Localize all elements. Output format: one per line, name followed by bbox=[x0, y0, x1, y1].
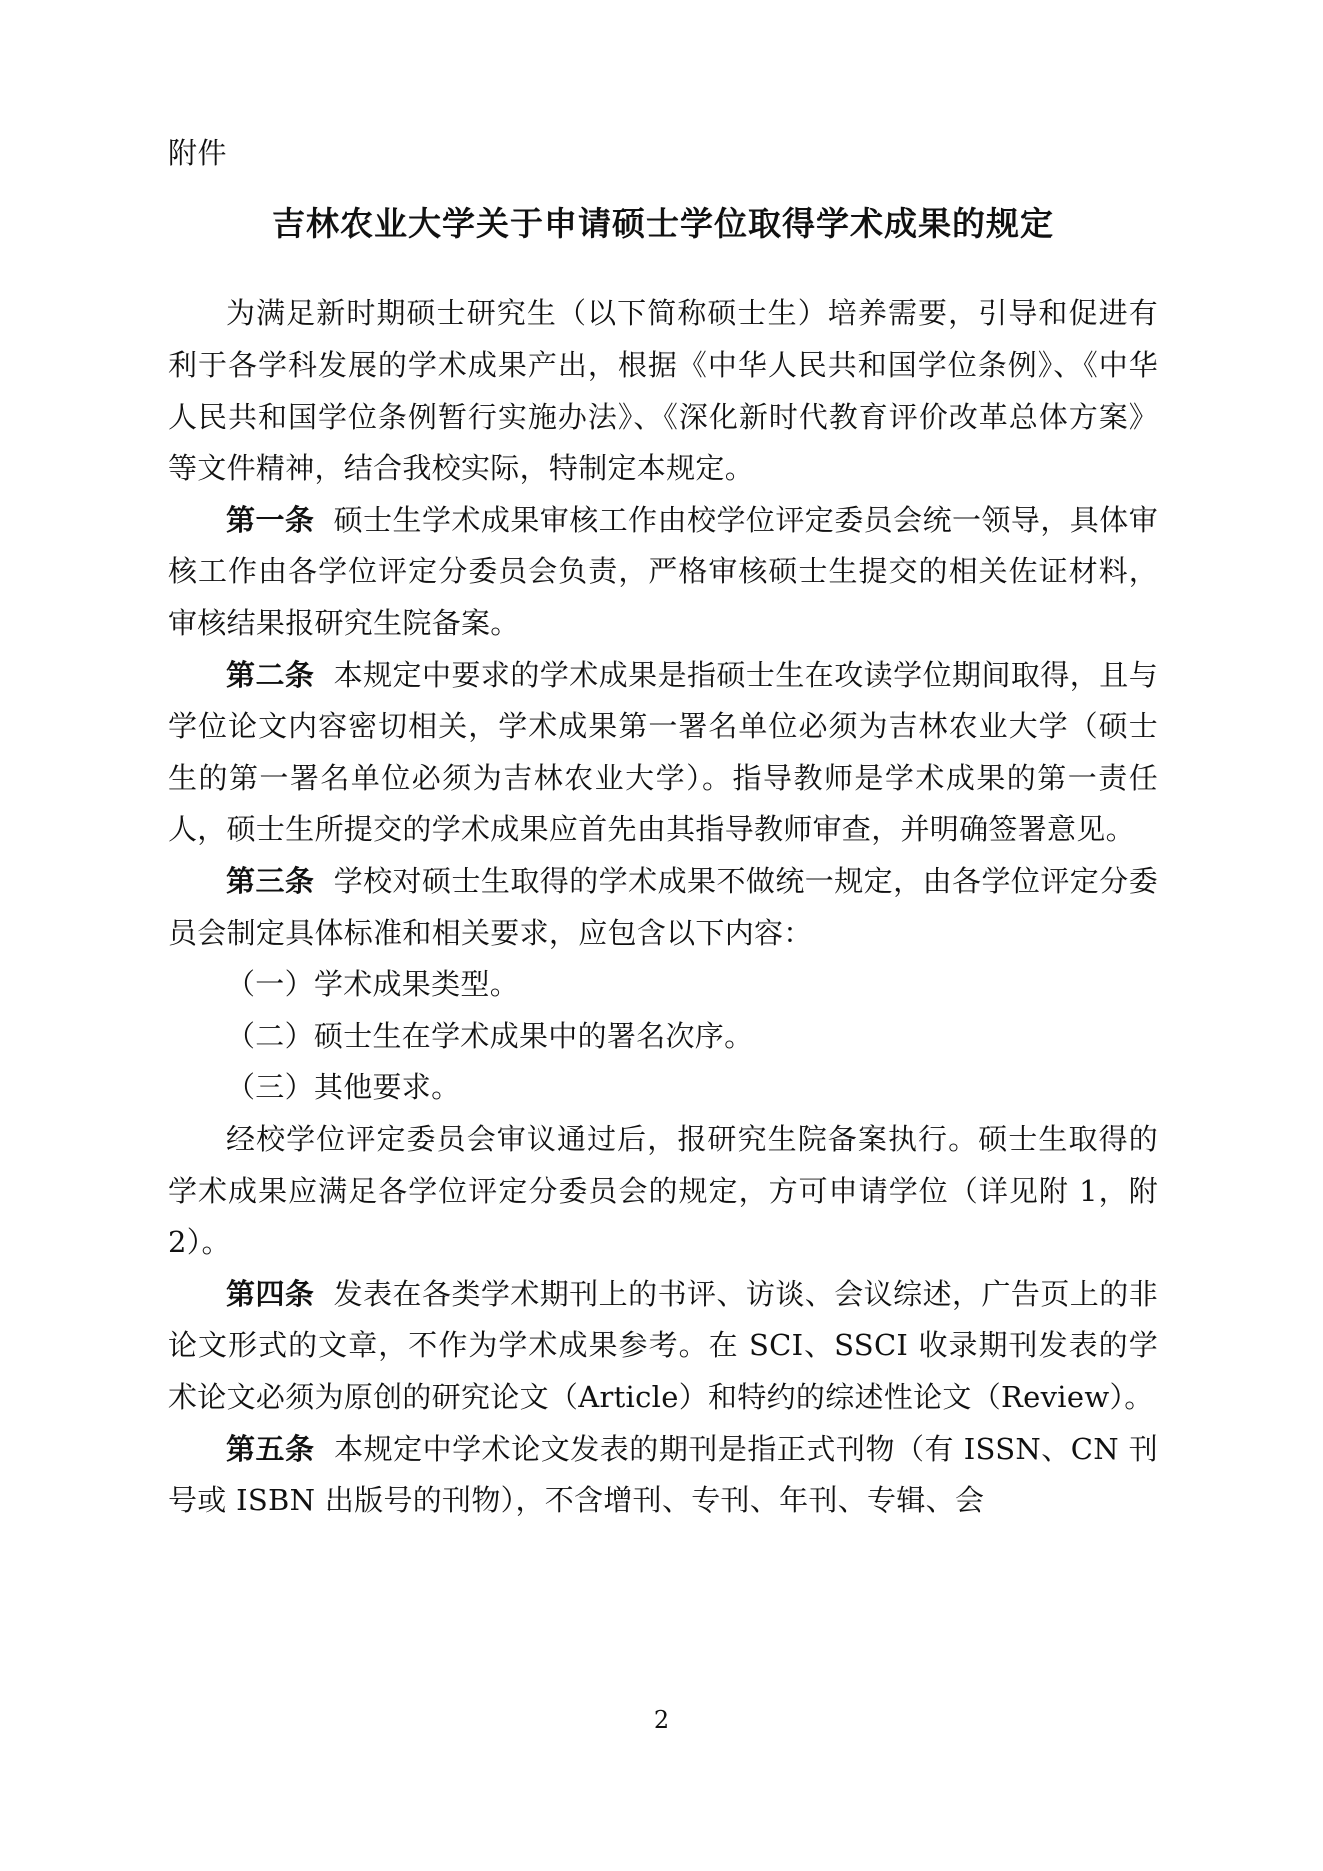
paragraph-article-5 bbox=[168, 1424, 1158, 1527]
paragraph-text: 硕士生学术成果审核工作由校学位评定委员会统一领导，具体审核工作由各学位评定分委员会负责，严格审核硕士生提交的相关佐证材料，审核结果报研究生院备案。 bbox=[168, 502, 1158, 640]
paragraph-text: 经校学位评定委员会审议通过后，报研究生院备案执行。硕士生取得的学术成果应满足各学位评定分委员会的规定，方可申请学位（详见附 1，附 2）。 bbox=[168, 1122, 1158, 1260]
paragraph-text: （一）学术成果类型。 bbox=[226, 967, 520, 1002]
paragraph-review-note bbox=[168, 1114, 1158, 1269]
paragraph-text: 本规定中要求的学术成果是指硕士生在攻读学位期间取得，且与学位论文内容密切相关，学术成果第一署名单位必须为吉林农业大学（硕士生的第一署名单位必须为吉林农业大学）。指导教师是学术成果的第一责任人，硕士生所提交的学术成果应首先由其指导教师审查，并明确签署意见。 bbox=[168, 657, 1158, 847]
page-number: 2 bbox=[653, 1706, 670, 1734]
paragraph-text: 发表在各类学术期刊上的书评、访谈、会议综述，广告页上的非论文形式的文章，不作为学术成果参考。在 SCI、SSCI 收录期刊发表的学术论文必须为原创的研究论文（Article）和特约的综述性论文（Review）。 bbox=[168, 1276, 1158, 1415]
paragraph-article-3 bbox=[168, 856, 1158, 959]
attachment-label: 附件 bbox=[168, 136, 228, 170]
paragraph-text: （二）硕士生在学术成果中的署名次序。 bbox=[226, 1018, 754, 1053]
paragraph-intro bbox=[168, 288, 1158, 494]
paragraph-lead: 第三条 bbox=[226, 864, 315, 898]
paragraph-text: 为满足新时期硕士研究生（以下简称硕士生）培养需要，引导和促进有利于各学科发展的学术成果产出，根据《中华人民共和国学位条例》、《中华人民共和国学位条例暂行实施办法》、《深化新时代教育评价改革总体方案》等文件精神，结合我校实际，特制定本规定。 bbox=[168, 296, 1158, 486]
paragraph-article-1 bbox=[168, 495, 1158, 650]
paragraph-article-4 bbox=[168, 1269, 1158, 1424]
paragraph-article-2 bbox=[168, 650, 1158, 856]
paragraph-item-1 bbox=[168, 959, 1158, 1011]
paragraph-item-3 bbox=[168, 1062, 1158, 1114]
paragraph-text: 本规定中学术论文发表的期刊是指正式刊物（有 ISSN、CN 刊号或 ISBN 出版号的刊物），不含增刊、专刊、年刊、专辑、会 bbox=[168, 1431, 1158, 1518]
document-body bbox=[168, 132, 1158, 1527]
paragraph-lead: 第一条 bbox=[226, 502, 315, 537]
paragraph-text: 学校对硕士生取得的学术成果不做统一规定，由各学位评定分委员会制定具体标准和相关要求，应包含以下内容： bbox=[168, 864, 1158, 950]
paragraph-lead: 第五条 bbox=[226, 1431, 315, 1466]
paragraph-item-2 bbox=[168, 1011, 1158, 1063]
page-title: 吉林农业大学关于申请硕士学位取得学术成果的规定 bbox=[272, 203, 1054, 243]
paragraph-lead: 第四条 bbox=[226, 1276, 315, 1311]
paragraph-text: （三）其他要求。 bbox=[226, 1070, 461, 1105]
paragraph-lead: 第二条 bbox=[226, 657, 315, 692]
